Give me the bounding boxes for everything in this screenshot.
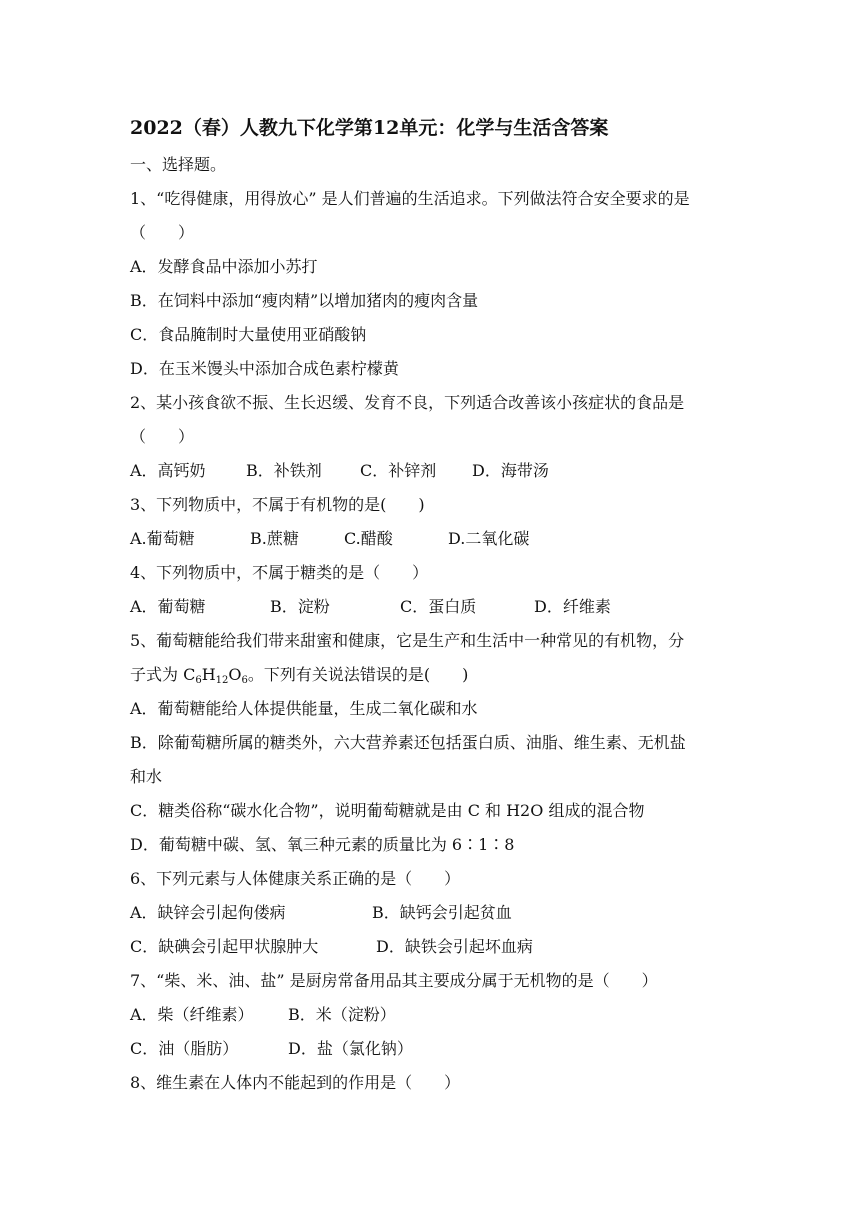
q6-option-c: C．缺碘会引起甲状腺肿大 — [130, 937, 319, 956]
q3-option-a: A.葡萄糖 — [130, 529, 195, 548]
q4-option-d: D．纤维素 — [534, 597, 611, 616]
q1-stem: 1、“吃得健康，用得放心” 是人们普遍的生活追求。下列做法符合安全要求的是 — [130, 189, 690, 208]
q5-formula-sub-o: 6 — [241, 675, 248, 686]
q6-option-b: B．缺钙会引起贫血 — [372, 903, 512, 922]
q1-option-b: B．在饲料中添加“瘦肉精”以增加猪肉的瘦肉含量 — [130, 291, 479, 310]
q5-option-a: A．葡萄糖能给人体提供能量，生成二氧化碳和水 — [130, 699, 478, 718]
q3-stem: 3、下列物质中，不属于有机物的是( ) — [130, 495, 425, 514]
q4-option-a: A．葡萄糖 — [130, 597, 206, 616]
q2-option-d: D．海带汤 — [472, 461, 549, 480]
section-heading: 一、选择题。 — [130, 155, 227, 174]
q2-option-c: C．补锌剂 — [360, 461, 437, 480]
q2-stem: 2、某小孩食欲不振、生长迟缓、发育不良，下列适合改善该小孩症状的食品是 — [130, 393, 685, 412]
q1-answer-blank: （ ） — [130, 223, 195, 242]
q5-formula-sub-h: 12 — [215, 675, 229, 686]
q5-stem-line-1: 5、葡萄糖能给我们带来甜蜜和健康，它是生产和生活中一种常见的有机物，分 — [130, 631, 685, 650]
q6-options-cd — [130, 935, 533, 959]
q7-options-ab — [130, 1003, 396, 1027]
q5-option-d: D．葡萄糖中碳、氢、氧三种元素的质量比为 6∶1∶8 — [130, 835, 515, 854]
q1-option-d: D．在玉米馒头中添加合成色素柠檬黄 — [130, 359, 399, 378]
q7-options-cd — [130, 1037, 413, 1061]
q2-options — [130, 459, 549, 483]
q4-options — [130, 595, 611, 619]
q5-formula-o: O — [228, 665, 242, 684]
q5-formula-sub-c: 6 — [195, 675, 202, 686]
q4-option-c: C．蛋白质 — [400, 597, 477, 616]
q7-stem: 7、“柴、米、油、盐” 是厨房常备用品其主要成分属于无机物的是（ ） — [130, 971, 658, 990]
q5-stem-line-2 — [130, 663, 468, 687]
q4-option-b: B．淀粉 — [270, 597, 330, 616]
q6-stem: 6、下列元素与人体健康关系正确的是（ ） — [130, 869, 461, 888]
q1-option-a: A．发酵食品中添加小苏打 — [130, 257, 318, 276]
q6-option-d: D．缺铁会引起坏血病 — [376, 937, 533, 956]
q3-option-d: D.二氧化碳 — [448, 529, 530, 548]
q3-option-c: C.醋酸 — [344, 529, 393, 548]
q5-option-c: C．糖类俗称“碳水化合物”，说明葡萄糖就是由 C 和 H2O 组成的混合物 — [130, 801, 645, 820]
q2-option-a: A．高钙奶 — [130, 461, 206, 480]
q3-options — [130, 527, 529, 551]
q2-answer-blank: （ ） — [130, 427, 195, 446]
q1-option-c: C．食品腌制时大量使用亚硝酸钠 — [130, 325, 367, 344]
q2-option-b: B．补铁剂 — [246, 461, 322, 480]
q8-stem: 8、维生素在人体内不能起到的作用是（ ） — [130, 1073, 461, 1092]
q3-option-b: B.蔗糖 — [250, 529, 299, 548]
q5-stem-tail: 。下列有关说法错误的是( ) — [247, 665, 469, 684]
q6-option-a: A．缺锌会引起佝偻病 — [130, 903, 286, 922]
document-title: 2022（春）人教九下化学第12单元：化学与生活含答案 — [130, 117, 609, 139]
q7-option-b: B．米（淀粉） — [288, 1005, 396, 1024]
q7-option-a: A．柴（纤维素） — [130, 1005, 254, 1024]
q7-option-d: D．盐（氯化钠） — [288, 1039, 413, 1058]
q4-stem: 4、下列物质中，不属于糖类的是（ ） — [130, 563, 429, 582]
q7-option-c: C．油（脂肪） — [130, 1039, 239, 1058]
q5-option-b: B．除葡萄糖所属的糖类外，六大营养素还包括蛋白质、油脂、维生素、无机盐 — [130, 733, 686, 752]
q5-option-b-cont: 和水 — [130, 767, 163, 786]
q5-formula-h: H — [201, 665, 216, 684]
q5-formula-prefix: 子式为 C — [130, 665, 196, 684]
q6-options-ab — [130, 901, 512, 925]
